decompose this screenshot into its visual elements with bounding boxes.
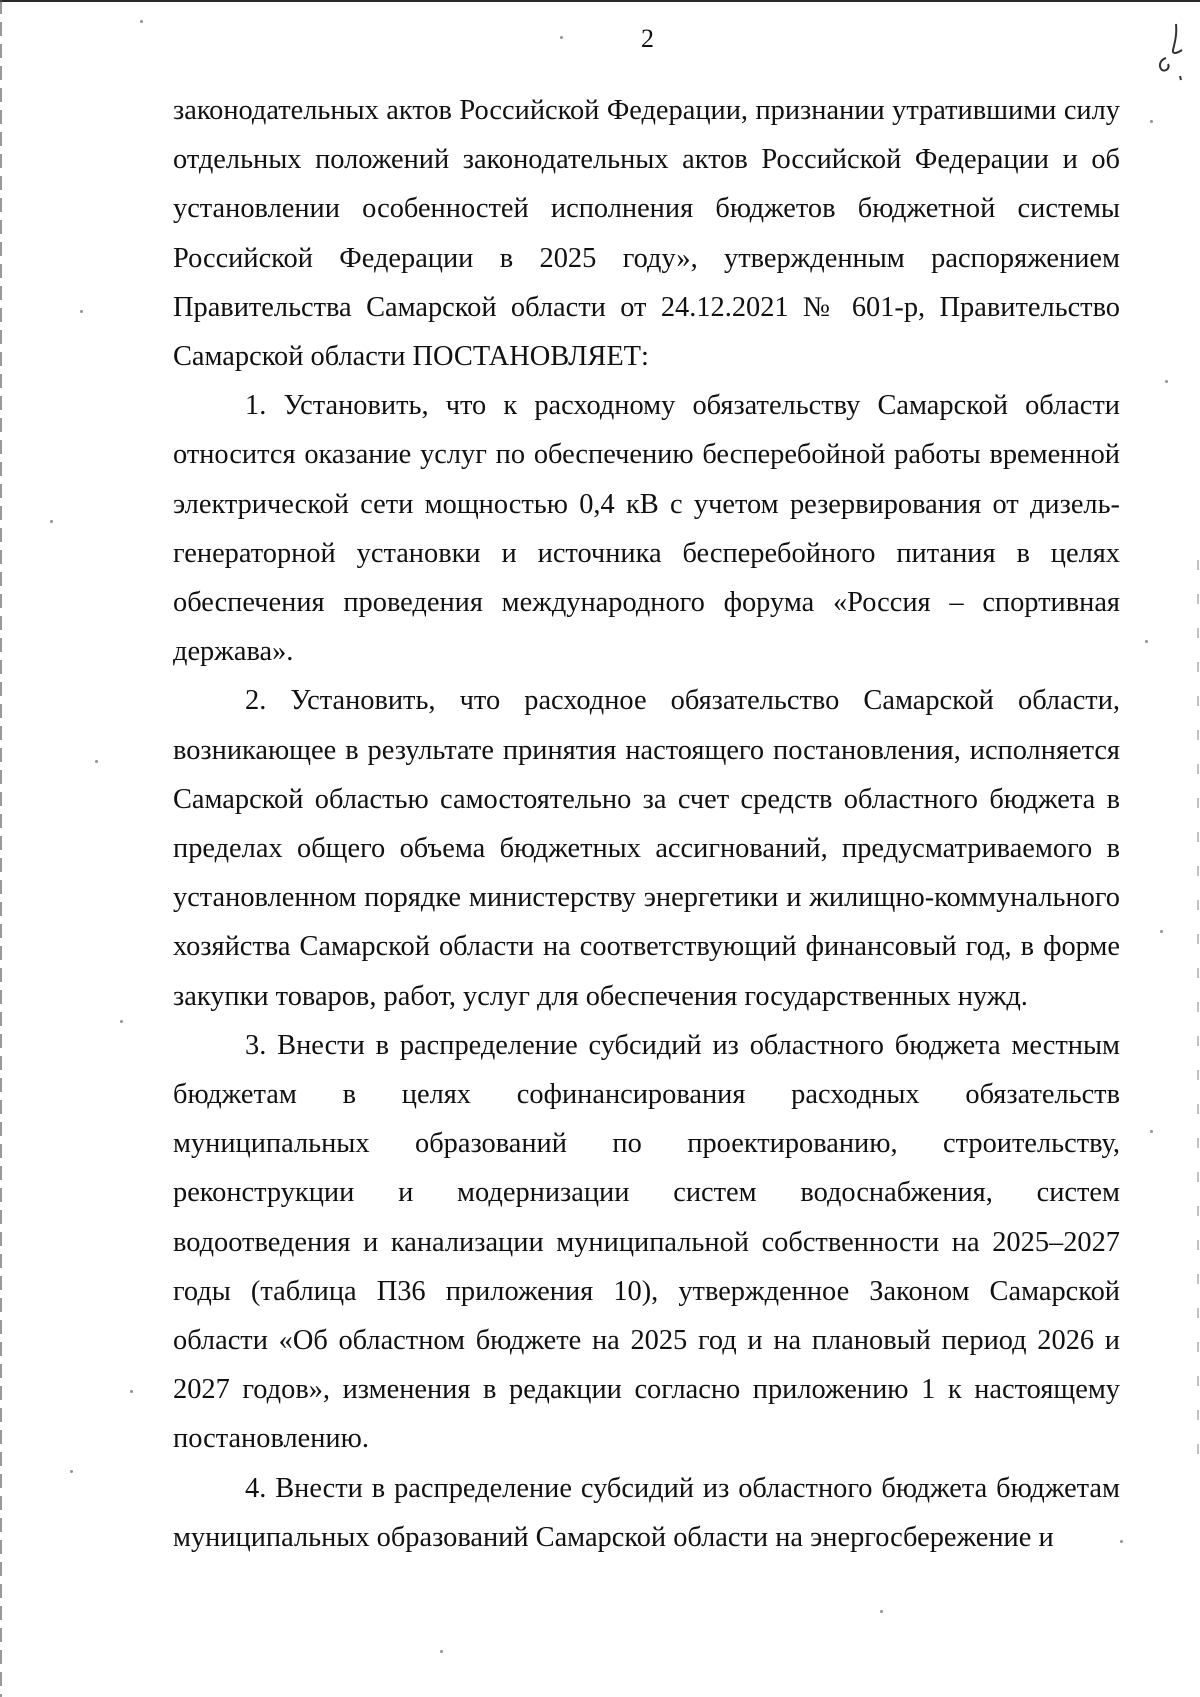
paragraph-intro: законодательных актов Российской Федерации, признании утратившими силу отдельных положений законодательных актов Российской Федерации и об установлении особенностей исполнения бюджетов бюджетной системы Российской Федерации в 2025 году», утвержденным распоряжением Правительства Самарской области от 24.12.2021 № 601-р, Правительство Самарской области ПОСТАНОВЛЯЕТ: — [173, 95, 1120, 373]
scan-right-edge — [1197, 560, 1199, 1460]
scan-speck — [1160, 930, 1163, 933]
paragraph-item-2: 2. Установить, что расходное обязательство Самарской области, возникающее в результате принятия настоящего постановления, исполняется Самарской областью самостоятельно за счет средств областного бюджета в пределах общего объема бюджетных ассигнований, предусматриваемого в установленном порядке министерству энергетики и жилищно-коммунального хозяйства Самарской области на соответствующий финансовый год, в форме закупки товаров, работ, услуг для обеспечения государственных нужд. — [173, 685, 1120, 1012]
scan-speck — [1150, 1130, 1153, 1133]
scan-speck — [440, 1650, 443, 1653]
paragraph-item-4: 4. Внести в распределение субсидий из областного бюджета бюджетам муниципальных образований Самарской области на энергосбережение и — [173, 1472, 1120, 1553]
scan-speck — [1150, 120, 1153, 123]
scan-speck — [140, 20, 143, 23]
scan-speck — [1165, 380, 1168, 383]
scan-speck — [130, 1390, 133, 1393]
scan-top-edge — [0, 0, 1200, 2]
scan-speck — [70, 1470, 73, 1473]
scan-speck — [880, 1610, 883, 1613]
paragraph-item-1: 1. Установить, что к расходному обязательству Самарской области относится оказание услуг по обеспечению бесперебойной работы временной электрической сети мощностью 0,4 кВ с учетом резервирования от дизель-генераторной установки и источника бесперебойного питания в целях обеспечения проведения международного форума «Россия – спортивная держава». — [173, 390, 1120, 668]
scan-speck — [80, 310, 83, 313]
scan-speck — [1120, 1540, 1123, 1543]
scan-left-edge — [0, 0, 2, 1697]
scan-speck — [50, 520, 53, 523]
scan-speck — [95, 760, 98, 763]
scan-speck — [1145, 640, 1148, 643]
page-number: 2 — [641, 24, 654, 53]
document-body — [173, 86, 1120, 1562]
scan-speck — [120, 1020, 123, 1023]
scan-speck — [560, 36, 563, 39]
paragraph-item-3: 3. Внести в распределение субсидий из областного бюджета местным бюджетам в целях софинансирования расходных обязательств муниципальных образований по проектированию, строительству, реконструкции и модернизации систем водоснабжения, систем водоотведения и канализации муниципальной собственности на 2025–2027 годы (таблица П36 приложения 10), утвержденное Законом Самарской области «Об областном бюджете на 2025 год и на плановый период 2026 и 2027 годов», изменения в редакции согласно приложению 1 к настоящему постановлению. — [173, 1029, 1120, 1455]
